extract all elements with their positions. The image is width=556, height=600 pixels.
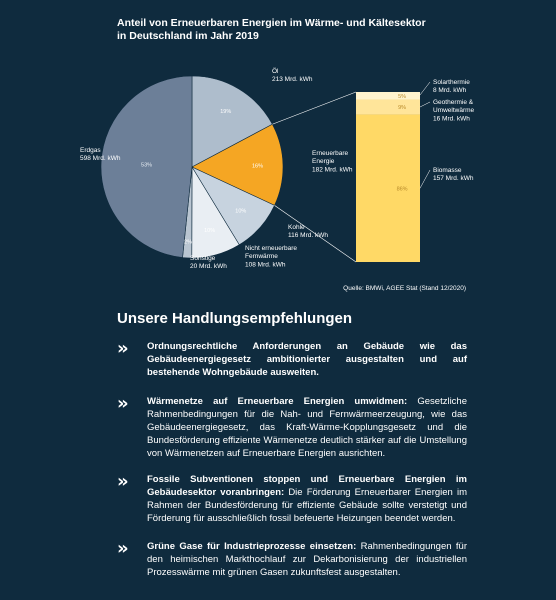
recommendation-text bbox=[147, 340, 467, 379]
slice-percent-label: 19% bbox=[220, 108, 232, 115]
recommendation-text bbox=[147, 540, 467, 579]
slice-percent-label: 10% bbox=[235, 208, 247, 215]
recommendation-item bbox=[117, 540, 467, 579]
connector-line-bottom bbox=[275, 205, 356, 262]
slice-label: Erdgas 598 Mrd. kWh bbox=[80, 147, 121, 163]
bar-segment-label: Solarthermie 8 Mrd. kWh bbox=[433, 79, 470, 95]
slice-label: Erneuerbare Energie 182 Mrd. kWh bbox=[312, 150, 353, 174]
slice-percent-label: 2% bbox=[184, 239, 192, 246]
bar-segment-label: Biomasse 157 Mrd. kWh bbox=[433, 167, 474, 183]
slice-label: Kohle 116 Mrd. kWh bbox=[288, 224, 328, 240]
slice-label: Nicht erneuerbare Fernwärme 108 Mrd. kWh bbox=[245, 245, 298, 269]
bar-segment-label: Geothermie & Umweltwärme 16 Mrd. kWh bbox=[433, 99, 475, 123]
bar-segment-geothermie-umweltwärme bbox=[356, 100, 420, 115]
slice-label: Sonstige 20 Mrd. kWh bbox=[190, 255, 227, 271]
bar-segment-solarthermie bbox=[356, 92, 420, 100]
recommendation-heading: Ordnungsrechtliche Anforderungen an Gebäude wie das Gebäudeenergiegesetz ambitionierter ausgestalten und auf bestehende Wohngebäude ausweiten. bbox=[147, 341, 467, 378]
chart-title: Anteil von Erneuerbaren Energien im Wärme- und Kältesektor in Deutschland im Jahr 2019 bbox=[117, 17, 426, 43]
bar-percent-label: 86% bbox=[396, 186, 408, 193]
recommendation-heading: Grüne Gase für Industrieprozesse einsetzen: bbox=[147, 541, 357, 552]
connector-line-top bbox=[272, 92, 356, 124]
recommendation-description: Gesetzliche Rahmenbedingungen für die Nah- und Fernwärmeerzeugung, wie das Gebäudeenergiegesetz, das Kraft-Wärme-Kopplungsgesetz und die Bundesförderung effiziente Wärmenetze deutlich stärker auf die Umstellung von Wärmenetzen auf Erneuerbare Energien ausrichten. bbox=[147, 396, 468, 459]
chevron-right-icon: » bbox=[117, 338, 129, 359]
bar-label-tick bbox=[420, 102, 430, 107]
recommendation-item bbox=[117, 473, 467, 525]
recommendation-description: Die Förderung Erneuerbarer Energien im Rahmen der Bundesförderung für effiziente Gebäude sollte verstetigt und Förderung für ausschließlich fossil befeuerte Heizungen beendet werden. bbox=[147, 487, 467, 524]
chart-source: Quelle: BMWi, AGEE Stat (Stand 12/2020) bbox=[343, 285, 466, 292]
recommendation-item bbox=[117, 340, 467, 379]
recommendation-text bbox=[147, 473, 467, 525]
recommendation-heading: Wärmenetze auf Erneuerbare Energien umwidmen: bbox=[147, 396, 408, 407]
recommendation-description: Rahmenbedingungen für den heimischen Markthochlauf zur Dekarbonisierung der industriellen Prozesswärme mit grünen Gasen zukunftsfest ausgestalten. bbox=[147, 541, 467, 578]
recommendation-item bbox=[117, 395, 467, 460]
bar-percent-label: 5% bbox=[398, 93, 407, 100]
slice-percent-label: 53% bbox=[141, 162, 153, 169]
recommendation-text bbox=[147, 395, 467, 460]
chevron-right-icon: » bbox=[117, 393, 129, 414]
slice-label: Öl 213 Mrd. kWh bbox=[272, 68, 313, 84]
bar-segment-biomasse bbox=[356, 115, 420, 262]
bar-percent-label: 9% bbox=[398, 105, 407, 112]
bar-label-tick bbox=[420, 82, 430, 95]
bar-label-tick bbox=[420, 170, 430, 188]
slice-percent-label: 10% bbox=[204, 228, 216, 235]
chevron-right-icon: » bbox=[117, 538, 129, 559]
recommendation-heading: Fossile Subventionen stoppen und Erneuerbare Energien im Gebäudesektor voranbringen: bbox=[147, 474, 467, 498]
section-title: Unsere Handlungsempfehlungen bbox=[117, 310, 353, 327]
slice-percent-label: 16% bbox=[251, 163, 264, 170]
chevron-right-icon: » bbox=[117, 471, 129, 492]
